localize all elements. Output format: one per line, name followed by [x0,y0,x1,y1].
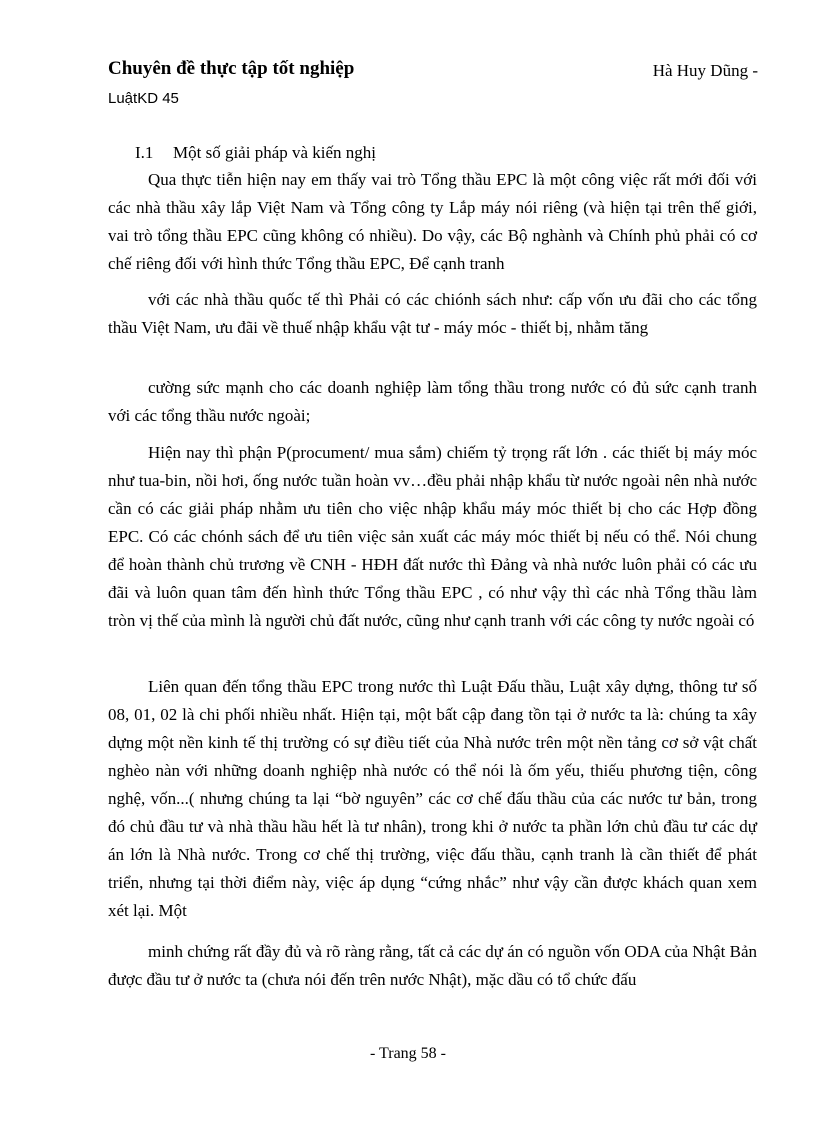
paragraph-2: với các nhà thầu quốc tế thì Phải có các chiónh sách như: cấp vốn ưu đãi cho các tổng thầu Việt Nam, ưu đãi về thuế nhập khẩu vật tư - máy móc - thiết bị, nhằm tăng [108,290,757,337]
section-number: I.1 [135,143,154,162]
paragraph-3: cường sức mạnh cho các doanh nghiệp làm tổng thầu trong nước có đủ sức cạnh tranh với các tổng thầu nước ngoài; [108,378,757,425]
page-number: - Trang 58 - [369,1045,446,1062]
paragraph-6: minh chứng rất đầy đủ và rõ ràng rằng, tất cả các dự án có nguồn vốn ODA của Nhật Bản được đầu tư ở nước ta (chưa nói đến trên nước Nhật), mặc dầu có tổ chức đấu [108,942,757,989]
document-title: Chuyên đề thực tập tốt nghiệp [108,58,355,79]
section-heading [135,141,376,165]
paragraph-4: Hiện nay thì phận P(procument/ mua sắm) chiếm tỷ trọng rất lớn . các thiết bị máy móc như tua-bin, nồi hơi, ống nước tuần hoàn vv…đều phải nhập khẩu từ nước ngoài nên nhà nước cần có các giải pháp nhằm ưu tiên cho việc nhập khẩu máy móc thiết bị cho các Hợp đồng EPC. Có các chónh sách để ưu tiên việc sản xuất các máy móc thiết bị nếu có thể. Nói chung để hoàn thành chủ trương về CNH - HĐH đất nước thì Đảng và nhà nước luôn phải có các ưu đãi và luôn quan tâm đến hình thức Tổng thầu EPC , có như vậy thì các nhà Tổng thầu làm tròn vị thế của mình là người chủ đất nước, cũng như cạnh tranh với các công ty nước ngoài có [108,443,757,630]
section-title: Một số giải pháp và kiến nghị [173,143,377,162]
paragraph-1: Qua thực tiễn hiện nay em thấy vai trò Tổng thầu EPC là một công việc rất mới đối với các nhà thầu xây lắp Việt Nam và Tổng công ty Lắp máy nói riêng (và hiện tại trên thế giới, vai trò tổng thầu EPC cũng không có nhiều). Do vậy, các Bộ nghành và Chính phủ phải có cơ chế riêng đối với hình thức Tổng thầu EPC, Để cạnh tranh [108,170,757,273]
author-class: LuậtKD 45 [108,90,179,107]
paragraph-5: Liên quan đến tổng thầu EPC trong nước thì Luật Đấu thầu, Luật xây dựng, thông tư số 08, 01, 02 là chi phối nhiều nhất. Hiện tại, một bất cập đang tồn tại ở nước ta là: chúng ta xây dựng một nền kinh tế thị trường có sự điều tiết của Nhà nước trên một nền tảng cơ sở vật chất nghèo nàn với những doanh nghiệp nhà nước có thể nói là ốm yếu, thiếu phương tiện, công nghệ, vốn...( nhưng chúng ta lại “bờ nguyên” các cơ chế đấu thầu của các nước tư bản, trong đó chủ đầu tư và nhà thầu hầu hết là tư nhân), trong khi ở nước ta phần lớn chủ đầu tư các dự án lớn là Nhà nước. Trong cơ chế thị trường, việc đấu thầu, cạnh tranh là cần thiết để phát triển, nhưng tại thời điểm này, việc áp dụng “cứng nhắc” như vậy cần được khách quan xem xét lại. Một [108,677,757,920]
author-name: Hà Huy Dũng - [652,61,758,80]
